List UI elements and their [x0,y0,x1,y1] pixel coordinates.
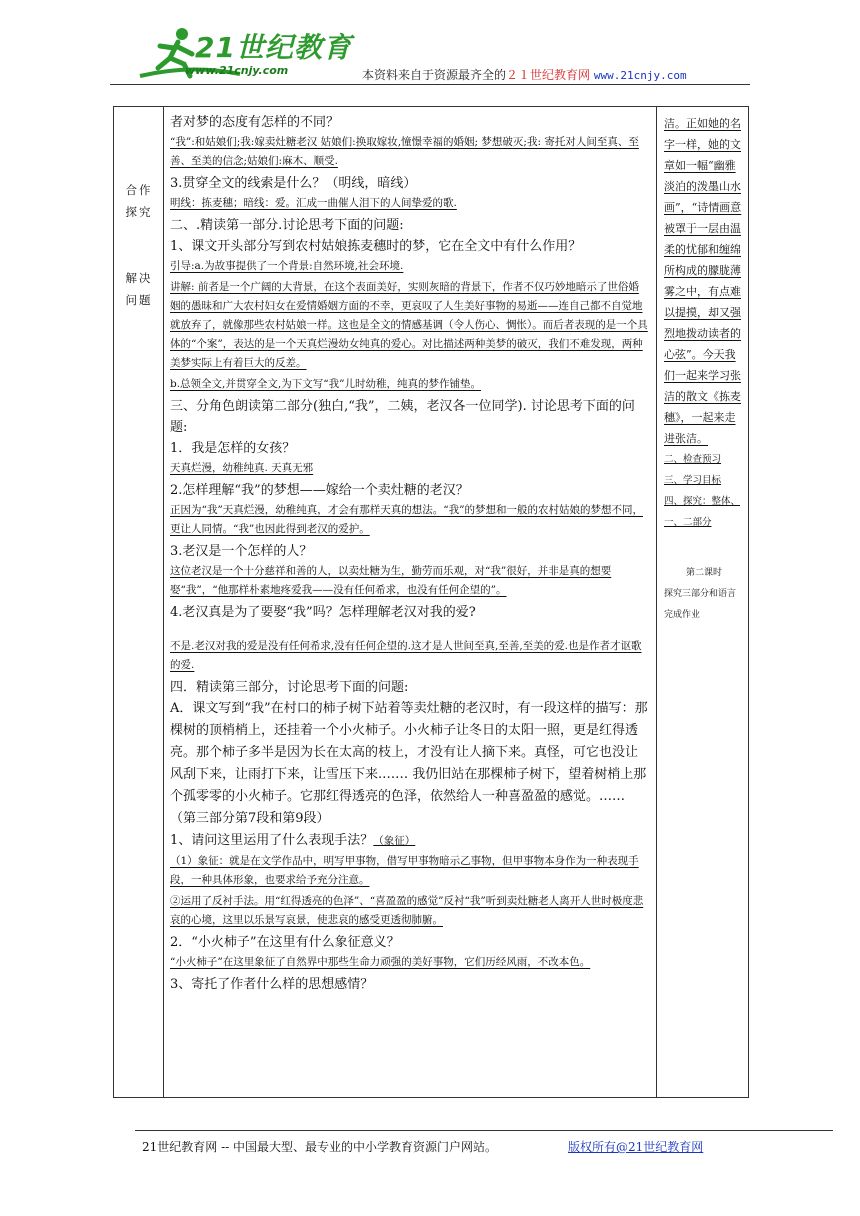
question-text [170,830,648,852]
header-note-brand: ２１世纪教育网 [506,68,591,82]
lesson-table [113,106,749,1098]
notes-intro: 洁。正如她的名字一样，她的文章如一幅“幽雅淡泊的泼墨山水画”，“诗情画意被罩于一层由温柔的忧郁和缠绵所构成的朦胧薄雾之中，有点难以提摸，却又强烈地拨动读者的心弦”。今天我们一起来学习张洁的散文《拣麦穗》，一起来走进张洁。 [664,117,742,445]
footer-copyright-link[interactable]: 版权所有@21世纪教育网 [568,1140,704,1154]
question-text: 3.老汉是一个怎样的人？ [170,544,313,559]
notes-text [664,113,744,626]
question-text: 者对梦的态度有怎样的不同？ [170,115,340,130]
question-answer-inline: （象征） [373,835,416,847]
passage-text: A．课文写到“我”在村口的柿子树下站着等卖灶糖的老汉时，有一段这样的描写：那棵树的顶梢梢上，还挂着一个小火柿子。小火柿子让冬日的太阳一照，更是红得透亮。那个柿子多半是因为长在太高的枝上，才没有让人摘下来。真怪，可它也没让风刮下来，让雨打下来，让雪压下来.…… 我仍旧站在那棵柿子树下，望着树梢上那个孤零零的小火柿子。它那红得透亮的色泽，依然给人一种喜盈盈的感觉。……（第三部分第7段和第9段） [170,701,648,826]
answer-text: （1）象征：就是在文学作品中，明写甲事物，借写甲事物暗示乙事物，但甲事物本身作为一种表现手段，一种具体形象，也要求给予充分注意。 [170,855,639,886]
question-text: 3.贯穿全文的线索是什么？（明线，暗线） [170,176,417,191]
logo-url: www.21cnjy.com [185,64,289,77]
answer-text: 不是.老汉对我的爱是没有任何希求,没有任何企望的.这才是人世间至真,至善,至美的爱.也是作者才讴歌的爱. [170,640,642,671]
answer-text: ②运用了反衬手法。用“红得透亮的色泽”、“喜盈盈的感觉”反衬“我”听到卖灶糖老人离开人世时极度悲哀的心境，这里以乐景写哀景，使悲哀的感受更透彻肺腑。 [170,895,644,926]
question-text: 2.怎样理解“我”的梦想——嫁给一个卖灶糖的老汉？ [170,483,469,498]
side-label-3: 解决 [125,271,153,285]
question-text: 2．“小火柿子”在这里有什么象征意义？ [170,935,400,950]
answer-text: 天真烂漫，幼稚纯真. 天真无邪 [170,462,314,474]
question-text-main: 1、请问这里运用了什么表现手法？ [170,833,374,848]
answer-text: b.总领全文,并贯穿全文,为下文写“我”儿时幼稚，纯真的梦作铺垫。 [170,378,481,390]
section-heading: 四．精读第三部分，讨论思考下面的问题: [170,680,409,695]
answer-text: 这位老汉是一个十分慈祥和善的人，以卖灶糖为生，勤劳而乐观，对“我”很好，并非是真的想要娶“我”，“他那样朴素地疼爱我——没有任何希求，也没有任何企望的”。 [170,565,612,596]
logo-text: 21世纪教育 [195,31,352,64]
notes-column [656,107,748,1097]
header-divider [110,84,750,85]
header-note-url[interactable]: www.21cnjy.com [593,69,687,82]
answer-text: 讲解: 前者是一个广阔的大背景，在这个表面美好，实则灰暗的背景下，作者不仅巧妙地暗示了世俗婚姻的愚昧和广大农村妇女在爱情婚姻方面的不幸，更哀叹了人生美好事物的易逝——连自己都不自觉地就放弃了，就像那些农村姑娘一样。这也是全文的情感基调（令人伤心、惆怅）。而后者表现的是一个具体的“个案”，表达的是一个天真烂漫幼女纯真的爱心。对比描述两种美梦的破灭，我们不难发现，两种美梦实际上有着巨大的反差。 [170,281,648,369]
section-heading: 三、分角色朗读第二部分(独白,“我”，二姨，老汉各一位同学). 讨论思考下面的问题: [170,399,635,435]
side-label-1: 合作 [125,183,153,197]
notes-session: 第二课时 [685,568,722,578]
notes-item: 四、探究：整体、一、二部分 [664,496,741,528]
answer-text: “我”:和姑娘们;我:嫁卖灶糖老汉 姑娘们:换取嫁妆,憧憬幸福的婚姻; 梦想破灭;我: 寄托对人间至真、至善、至美的信念;姑娘们:麻木、顺受. [170,136,639,167]
answer-text: 正因为“我”天真烂漫，幼稚纯真，才会有那样天真的想法。“我”的梦想和一般的农村姑娘的梦想不同，更让人同情。“我”也因此得到老汉的爱护。 [170,504,643,535]
answer-text: 引导:a.为故事提供了一个背景:自然环境,社会环境. [170,260,404,272]
answer-text: “小火柿子”在这里象征了自然界中那些生命力顽强的美好事物，它们历经风雨，不改本色。 [170,956,591,968]
question-text: 1、课文开头部分写到农村姑娘拣麦穗时的梦，它在全文中有什么作用？ [170,239,582,254]
main-content-column [166,107,652,1097]
side-label-4: 问题 [125,293,153,307]
question-text: 4.老汉真是为了要娶“我”吗？怎样理解老汉对我的爱? [170,605,476,620]
notes-item: 三、学习目标 [664,475,722,486]
answer-text: 明线：拣麦穗；暗线：爱。汇成一曲催人泪下的人间挚爱的歌. [170,197,457,209]
side-label-2: 探究 [125,205,153,219]
header-note [362,66,687,83]
side-label-column [114,107,164,1097]
question-text: 3、寄托了作者什么样的思想感情？ [170,977,374,992]
notes-session-detail: 探究三部分和语言完成作业 [664,589,737,620]
notes-item: 二、检查预习 [664,454,722,465]
question-text: 1．我是怎样的女孩？ [170,441,296,456]
footer-text: 21世纪教育网 -- 中国最大型、最专业的中小学教育资源门户网站。 [142,1140,498,1154]
page-header [0,0,860,100]
footer-divider [135,1130,833,1131]
section-heading: 二、.精读第一部分.讨论思考下面的问题: [170,218,404,233]
header-note-prefix: 本资料来自于资源最齐全的 [362,68,507,82]
